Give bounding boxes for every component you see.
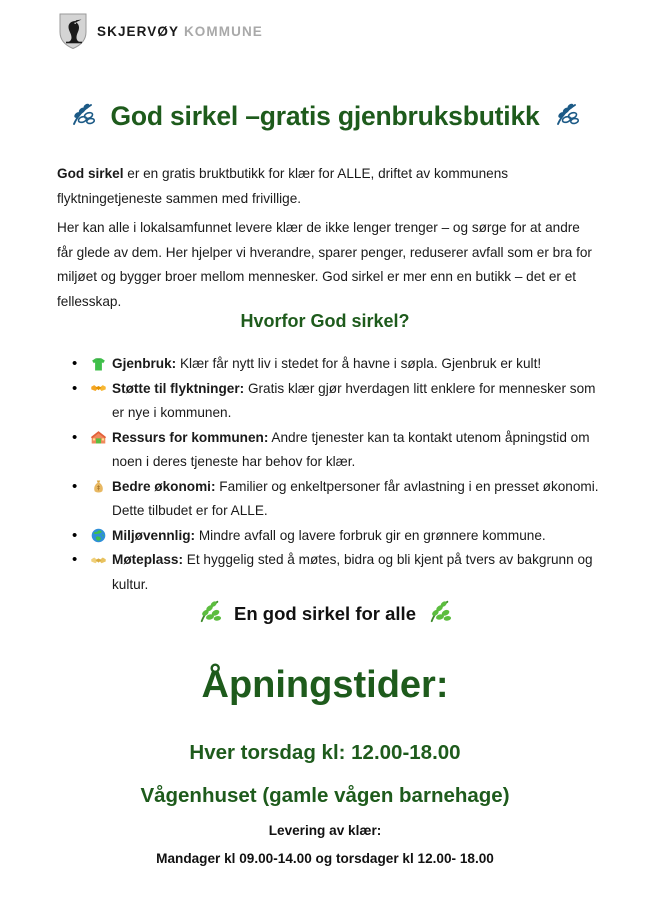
tshirt-icon [90,352,112,377]
intro-paragraph-1 [57,162,597,211]
list-item-label: Ressurs for kommunen: [112,429,269,445]
list-item-label: Støtte til flyktninger: [112,380,245,396]
delivery-label: Levering av klær: [268,823,382,838]
list-item-label: Gjenbruk: [112,356,177,371]
bullet-marker: • [72,477,78,495]
list-item-body: Klær får nytt liv i stedet for å havne i søpla. Gjenbruk er kult! [176,356,542,371]
opening-hours-heading: Åpningstider: [201,664,449,706]
intro-paragraph-2: Her kan alle i lokalsamfunnet levere klær de ikke lenger trenger – og sørge for at andre får glede av dem. Her hjelper vi hverandre, sparer penger, reduserer avfall som er bra for miljøet og bygger broer mellom mennesker. God sirkel er mer enn en butikk – det er et fellesskap. [57,220,592,309]
list-item-text [112,377,605,426]
money-bag-icon [90,475,112,500]
page-title: God sirkel –gratis gjenbruksbutikk [110,101,540,131]
benefits-list [60,352,605,597]
list-item-body: Mindre avfall og lavere forbruk gir en grønnere kommune. [195,527,546,543]
earth-globe-icon [90,524,112,549]
list-item-text [112,426,605,475]
intro-bold-lead: God sirkel [57,166,124,181]
list-item [60,524,605,549]
list-item-text [112,524,605,549]
handshake-yellow-icon [90,548,112,573]
list-item-body: Et hyggelig sted å møtes, bidra og bli kjent på tvers av bakgrunn og kultur. [112,552,593,592]
list-item-body: Gratis klær gjør hverdagen litt enklere for mennesker som er nye i kommunen. [112,380,596,420]
list-item-body: Familier og enkeltpersoner får avlastning i en presset økonomi. Dette tilbudet er for ALLE. [112,478,599,518]
header-logo [58,12,263,50]
herb-sprig-icon-left [70,100,96,133]
delivery-times: Mandager kl 09.00-14.00 og torsdager kl 12.00- 18.00 [156,851,494,866]
list-item-text [112,548,605,597]
list-item-text [112,352,605,377]
logo-primary-text: SKJERVØY [97,23,180,39]
list-item [60,352,605,377]
bullet-marker: • [72,526,78,544]
list-item-text [112,475,605,524]
page-title-row [0,100,650,133]
list-item-label: Møteplass: [112,552,184,567]
list-item-label: Bedre økonomi: [112,478,216,494]
intro-paragraph-1-text: er en gratis bruktbutikk for klær for ALLE, driftet av kommunens flyktningetjeneste sammen med frivillige. [57,166,509,206]
opening-hours-venue: Vågenhuset (gamle vågen barnehage) [140,784,510,807]
house-with-garden-icon [90,426,112,451]
list-item-label: Miljøvennlig: [112,527,196,543]
list-item-body: Andre tjenester kan ta kontakt utenom åpningstid om noen i deres tjeneste har behov for klær. [112,429,590,469]
opening-hours-line-1: Hver torsdag kl: 12.00-18.00 [189,741,461,764]
skjervoy-crest-cormorant-icon [58,12,88,50]
logo-secondary-text: KOMMUNE [183,23,263,39]
list-item [60,426,605,475]
section-heading-why: Hvorfor God sirkel? [240,311,410,331]
tagline-row [0,598,650,629]
herb-sprig-icon-right [554,100,580,133]
handshake-orange-icon [90,377,112,402]
herb-sprig-green-icon-left [198,598,222,629]
logo-wordmark [97,24,263,39]
bullet-marker: • [72,379,78,397]
list-item [60,548,605,597]
list-item [60,475,605,524]
bullet-marker: • [72,355,78,372]
tagline-text: En god sirkel for alle [234,602,416,624]
bullet-marker: • [72,428,78,446]
list-item [60,377,605,426]
herb-sprig-green-icon-right [428,598,452,629]
bullet-marker: • [72,551,78,568]
